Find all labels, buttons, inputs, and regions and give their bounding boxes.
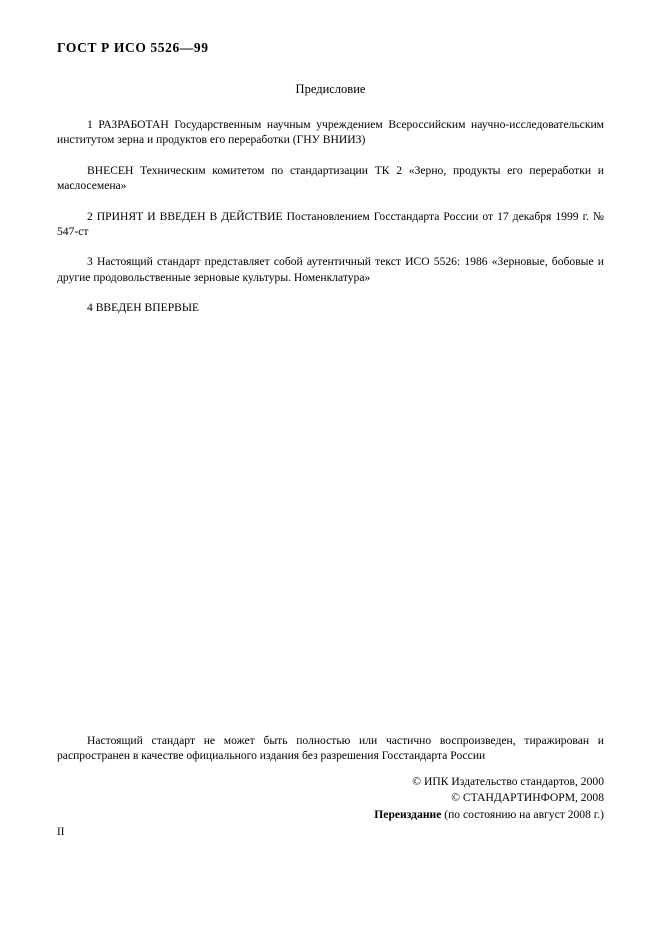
copyright-restriction-note: Настоящий стандарт не может быть полностью или частично воспроизведен, тиражирован и распространен в качестве официального издания без разрешения Госстандарта России <box>57 734 604 763</box>
foreword-item-1: 1 РАЗРАБОТАН Государственным научным учреждением Всероссийским научно-исследовательским институтом зерна и продуктов его переработки (ГНУ ВНИИЗ) <box>57 118 604 147</box>
imprint-standartinform-line: © СТАНДАРТИНФОРМ, 2008 <box>451 791 604 805</box>
foreword-item-4: 4 ВВЕДЕН ВПЕРВЫЕ <box>87 301 200 315</box>
reissue-date: (по состоянию на август 2008 г.) <box>441 807 604 821</box>
imprint-reissue-line <box>374 807 604 823</box>
reissue-label: Переиздание <box>374 807 442 821</box>
page-content <box>57 40 604 316</box>
section-heading-foreword: Предисловие <box>295 82 366 96</box>
standard-designation: ГОСТ Р ИСО 5526—99 <box>57 40 209 55</box>
foreword-item-3: 3 Настоящий стандарт представляет собой аутентичный текст ИСО 5526: 1986 «Зерновые, бобовые и другие продовольственные зерновые культуры. Номенклатура» <box>57 255 604 284</box>
page-number: II <box>57 826 65 838</box>
foreword-item-2: 2 ПРИНЯТ И ВВЕДЕН В ДЕЙСТВИЕ Постановлением Госстандарта России от 17 декабря 1999 г. № 547-ст <box>57 209 604 239</box>
foreword-item-submitted-by: ВНЕСЕН Техническим комитетом по стандартизации ТК 2 «Зерно, продукты его переработки и маслосемена» <box>57 163 604 193</box>
imprint-publisher-line: © ИПК Издательство стандартов, 2000 <box>412 775 604 788</box>
imprint-block <box>374 774 604 823</box>
